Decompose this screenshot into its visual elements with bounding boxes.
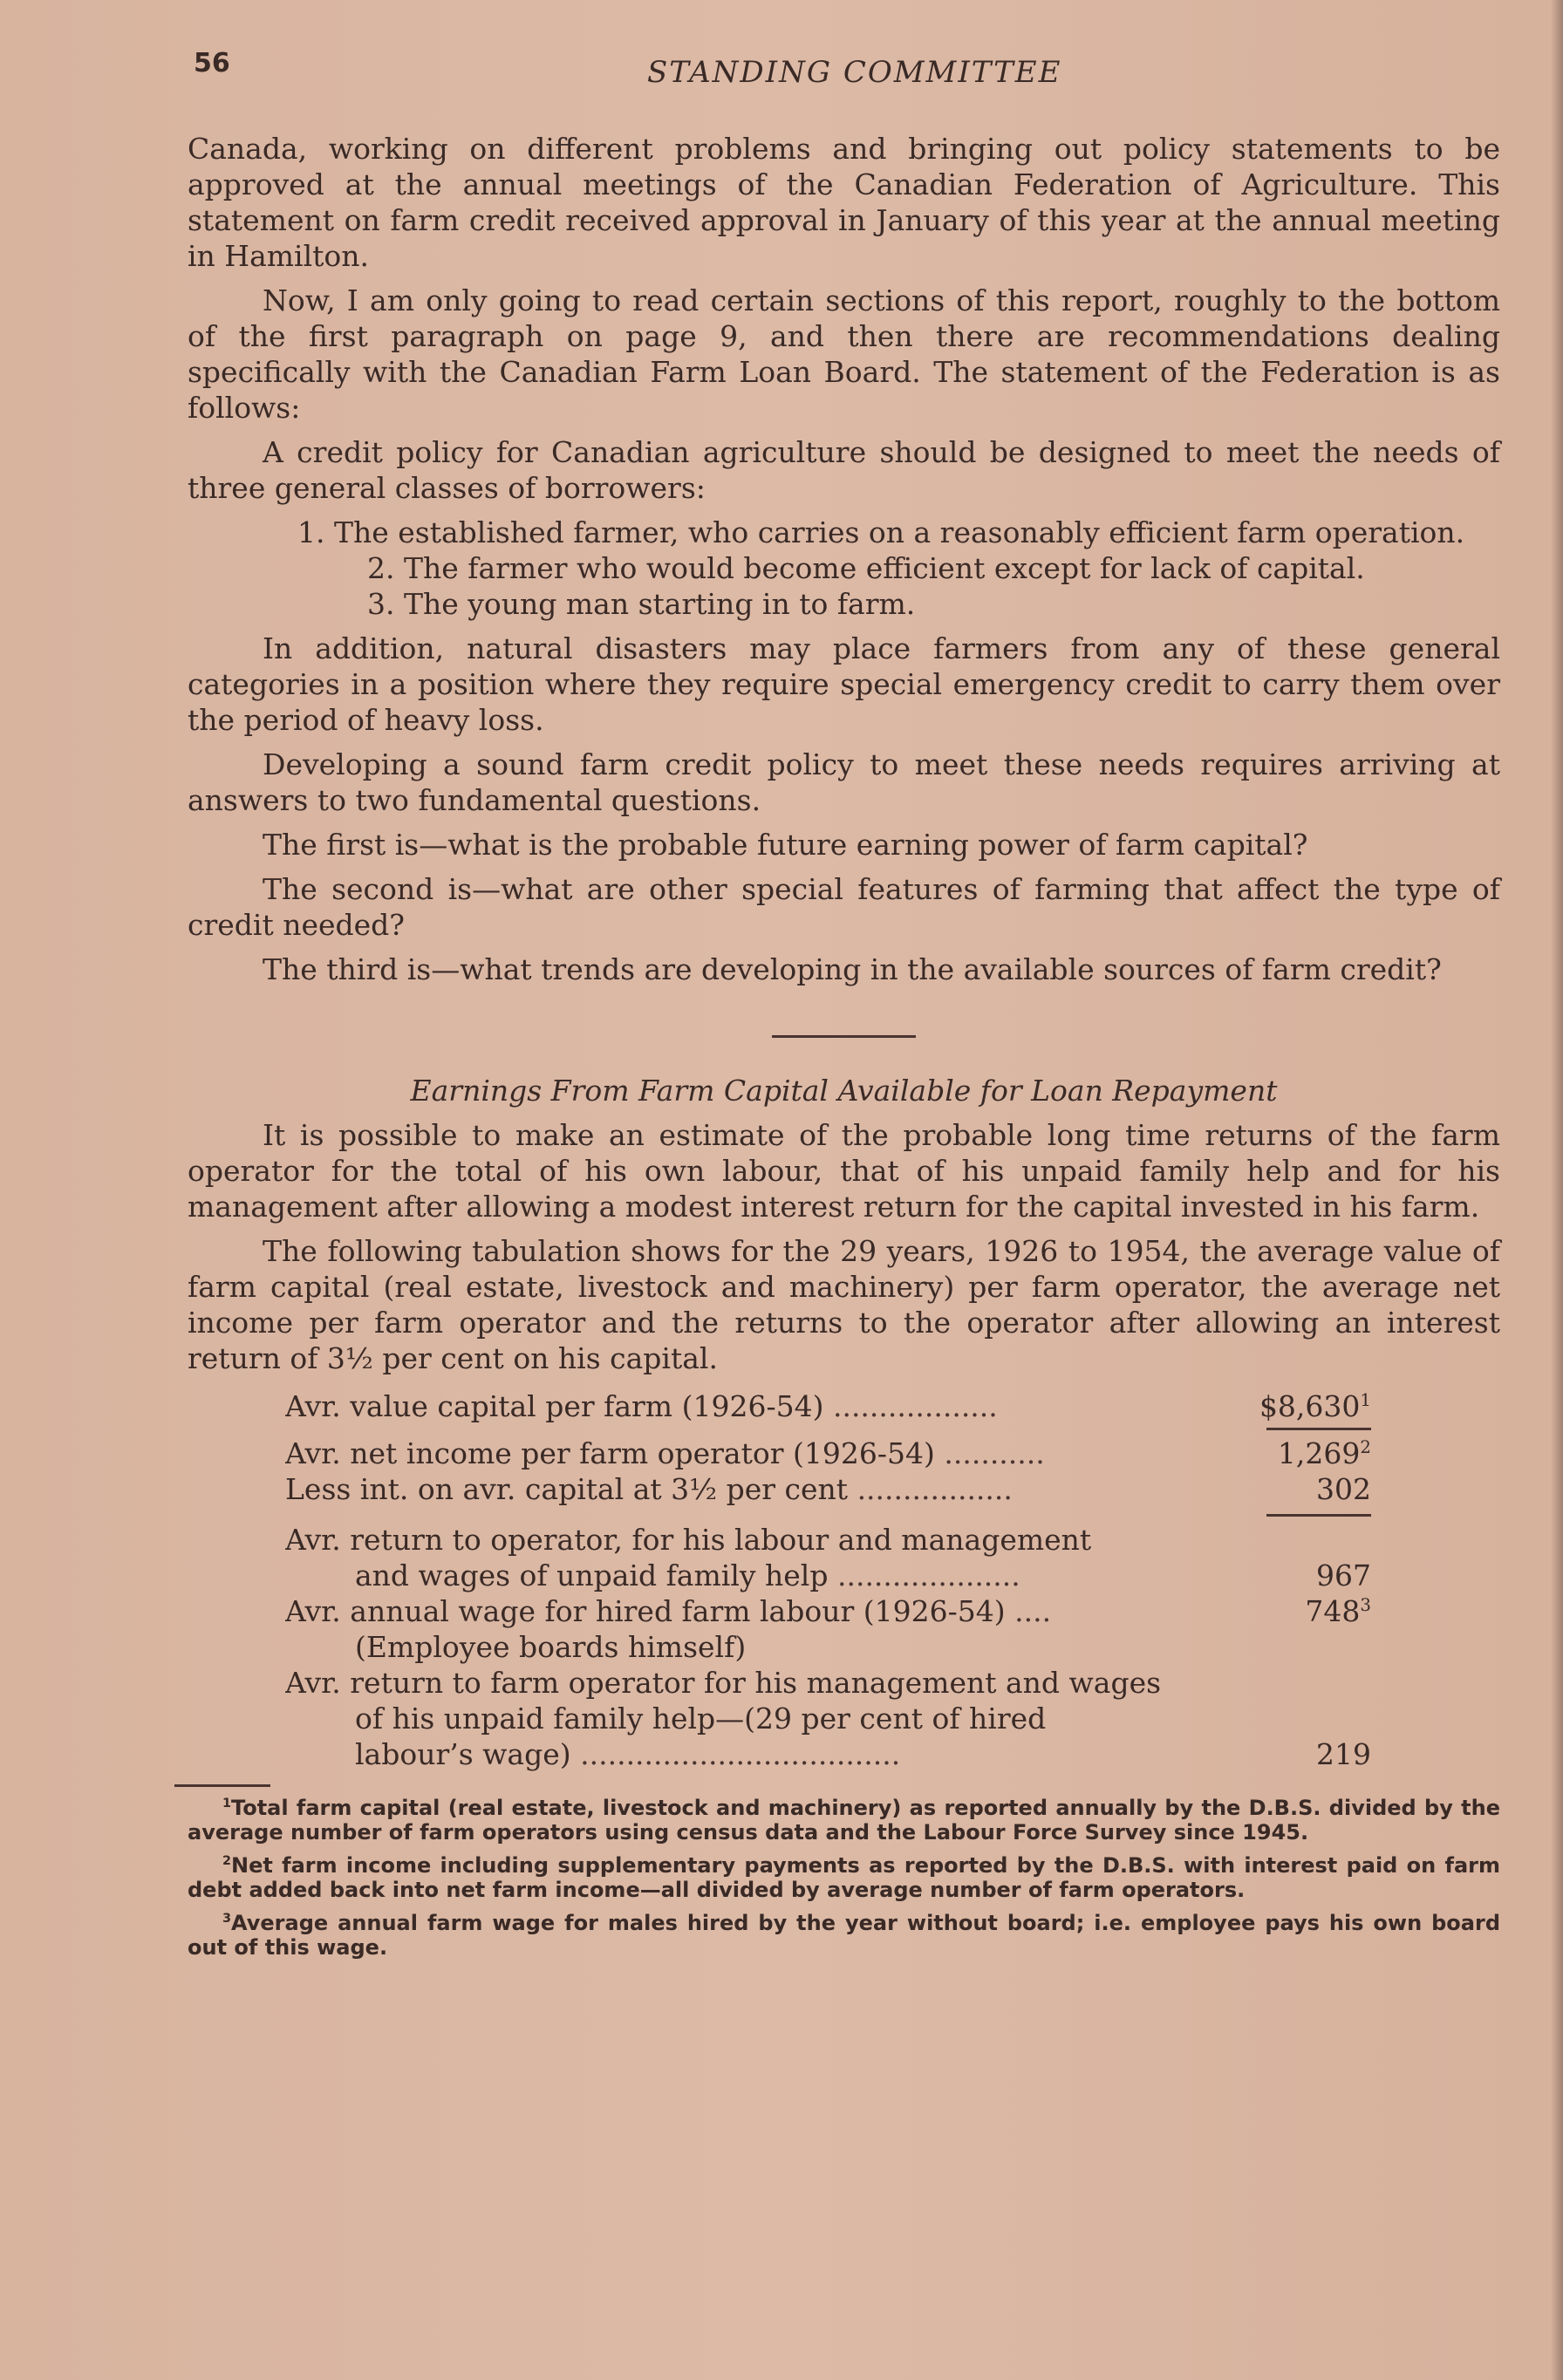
page-header bbox=[194, 48, 1502, 100]
footnote-rule bbox=[174, 1784, 270, 1787]
page-number: 56 bbox=[194, 48, 230, 78]
footnote-mark: 1 bbox=[222, 1797, 232, 1811]
row-label: Avr. return to farm operator for his management and wages bbox=[285, 1666, 1162, 1700]
row-label: Less int. on avr. capital at 3½ per cent bbox=[285, 1472, 849, 1506]
footnote-mark: 2 bbox=[222, 1854, 232, 1868]
footnote-ref: 3 bbox=[1360, 1595, 1371, 1615]
footnote-ref: 1 bbox=[1360, 1390, 1371, 1410]
table-row: and wages of unpaid family help .................... 967 bbox=[355, 1558, 1371, 1592]
row-value: 748 bbox=[1305, 1594, 1361, 1628]
paragraph: Now, I am only going to read certain sections of this report, roughly to the bottom of the first paragraph on page 9, and then there are recommendations dealing specifically with the Canadian Farm Loan Board. The statement of the Federation is as follows: bbox=[188, 283, 1500, 425]
paragraph: The first is—what is the probable future earning power of farm capital? bbox=[263, 828, 1308, 862]
section-heading: Earnings From Farm Capital Available for Loan Repayment bbox=[410, 1074, 1278, 1108]
paragraph: The third is—what trends are developing in the available sources of farm credit? bbox=[263, 952, 1442, 986]
paragraph: The second is—what are other special features of farming that affect the type of credit needed? bbox=[188, 872, 1500, 942]
paragraph: It is possible to make an estimate of the probable long time returns of the farm operator for the total of his own labour, that of his unpaid family help and for his management after allowing a modest interest return for the capital invested in his farm. bbox=[188, 1118, 1500, 1224]
table-row bbox=[285, 1701, 1371, 1736]
row-label: and wages of unpaid family help bbox=[355, 1558, 829, 1592]
earnings-tabulation bbox=[285, 1388, 1371, 1772]
page-edge-shadow bbox=[1551, 0, 1563, 2380]
list-item: 3. The young man starting in to farm. bbox=[367, 587, 916, 621]
table-row bbox=[285, 1522, 1371, 1558]
row-label: Avr. annual wage for hired farm labour (1926-54) bbox=[285, 1594, 1006, 1628]
paragraph: Canada, working on different problems and bringing out policy statements to be approved at the annual meetings of the Canadian Federation of Agriculture. This statement on farm credit received approval in January of this year at the annual meeting in Hamilton. bbox=[188, 132, 1500, 273]
row-label: Avr. value capital per farm (1926-54) bbox=[285, 1389, 824, 1423]
table-row: Avr. net income per farm operator (1926-54) ........... 1,269$^2$ bbox=[285, 1436, 1371, 1470]
table-row: Avr. annual wage for hired farm labour (1926-54) .... $748^3$ bbox=[285, 1594, 1371, 1628]
row-label: (Employee boards himself) bbox=[355, 1630, 747, 1664]
footnote: $^3$Average annual farm wage for males hired by the year without board; i.e. employee pays his own board out of this wage. bbox=[188, 1911, 1500, 1960]
table-row: labour’s wage) ................................... 219 bbox=[355, 1737, 1371, 1771]
paragraph: In addition, natural disasters may place farmers from any of these general categories in a position where they require special emergency credit to carry them over the period of heavy loss. bbox=[188, 631, 1500, 737]
footnote-ref: 2 bbox=[1360, 1437, 1371, 1457]
row-label: labour’s wage) bbox=[355, 1737, 571, 1771]
quoted-paragraph: A credit policy for Canadian agriculture should be designed to meet the needs of three general classes of borrowers: bbox=[188, 435, 1500, 505]
row-label: of his unpaid family help—(29 per cent of hired bbox=[355, 1701, 1047, 1736]
row-label: Avr. net income per farm operator (1926-54) bbox=[285, 1436, 935, 1470]
row-value: 967 bbox=[1316, 1558, 1371, 1592]
sum-rule bbox=[1266, 1514, 1371, 1517]
table-row: Less int. on avr. capital at 3½ per cent ................. 302 bbox=[285, 1472, 1371, 1506]
paragraph: The following tabulation shows for the 29 years, 1926 to 1954, the average value of farm capital (real estate, livestock and machinery) per farm operator, the average net income per farm operator and the returns to the operator after allowing an interest return of 3½ per cent on his capital. bbox=[188, 1234, 1500, 1375]
footnote: $^2$Net farm income including supplementary payments as reported by the D.B.S. with interest paid on farm debt added back into net farm income—all divided by average number of farm operators. bbox=[188, 1853, 1500, 1902]
list-item: 1. The established farmer, who carries on a reasonably efficient farm operation. bbox=[297, 515, 1465, 549]
row-value: 1,269 bbox=[1277, 1436, 1361, 1470]
section-divider bbox=[772, 1035, 916, 1038]
page-body bbox=[188, 131, 1500, 1968]
footnote: $^1$Total farm capital (real estate, livestock and machinery) as reported annually by the D.B.S. divided by the average number of farm operators using census data and the Labour Force Survey since 1945. bbox=[188, 1796, 1500, 1845]
row-value: 219 bbox=[1316, 1737, 1371, 1771]
table-row: Avr. value capital per farm (1926-54) .................. $8,630$^1$ bbox=[285, 1389, 1371, 1423]
running-title: STANDING COMMITTEE bbox=[647, 55, 1062, 90]
row-label: Avr. return to operator, for his labour and management bbox=[285, 1523, 1092, 1557]
sum-rule bbox=[1266, 1428, 1371, 1430]
table-row bbox=[285, 1665, 1371, 1701]
row-value: $8,630 bbox=[1259, 1389, 1361, 1423]
table-row bbox=[285, 1629, 1371, 1665]
row-value: 302 bbox=[1316, 1472, 1371, 1506]
paragraph: Developing a sound farm credit policy to meet these needs requires arriving at answers to two fundamental questions. bbox=[188, 747, 1500, 817]
list-item: 2. The farmer who would become efficient except for lack of capital. bbox=[367, 551, 1365, 585]
footnote-mark: 3 bbox=[222, 1912, 232, 1926]
